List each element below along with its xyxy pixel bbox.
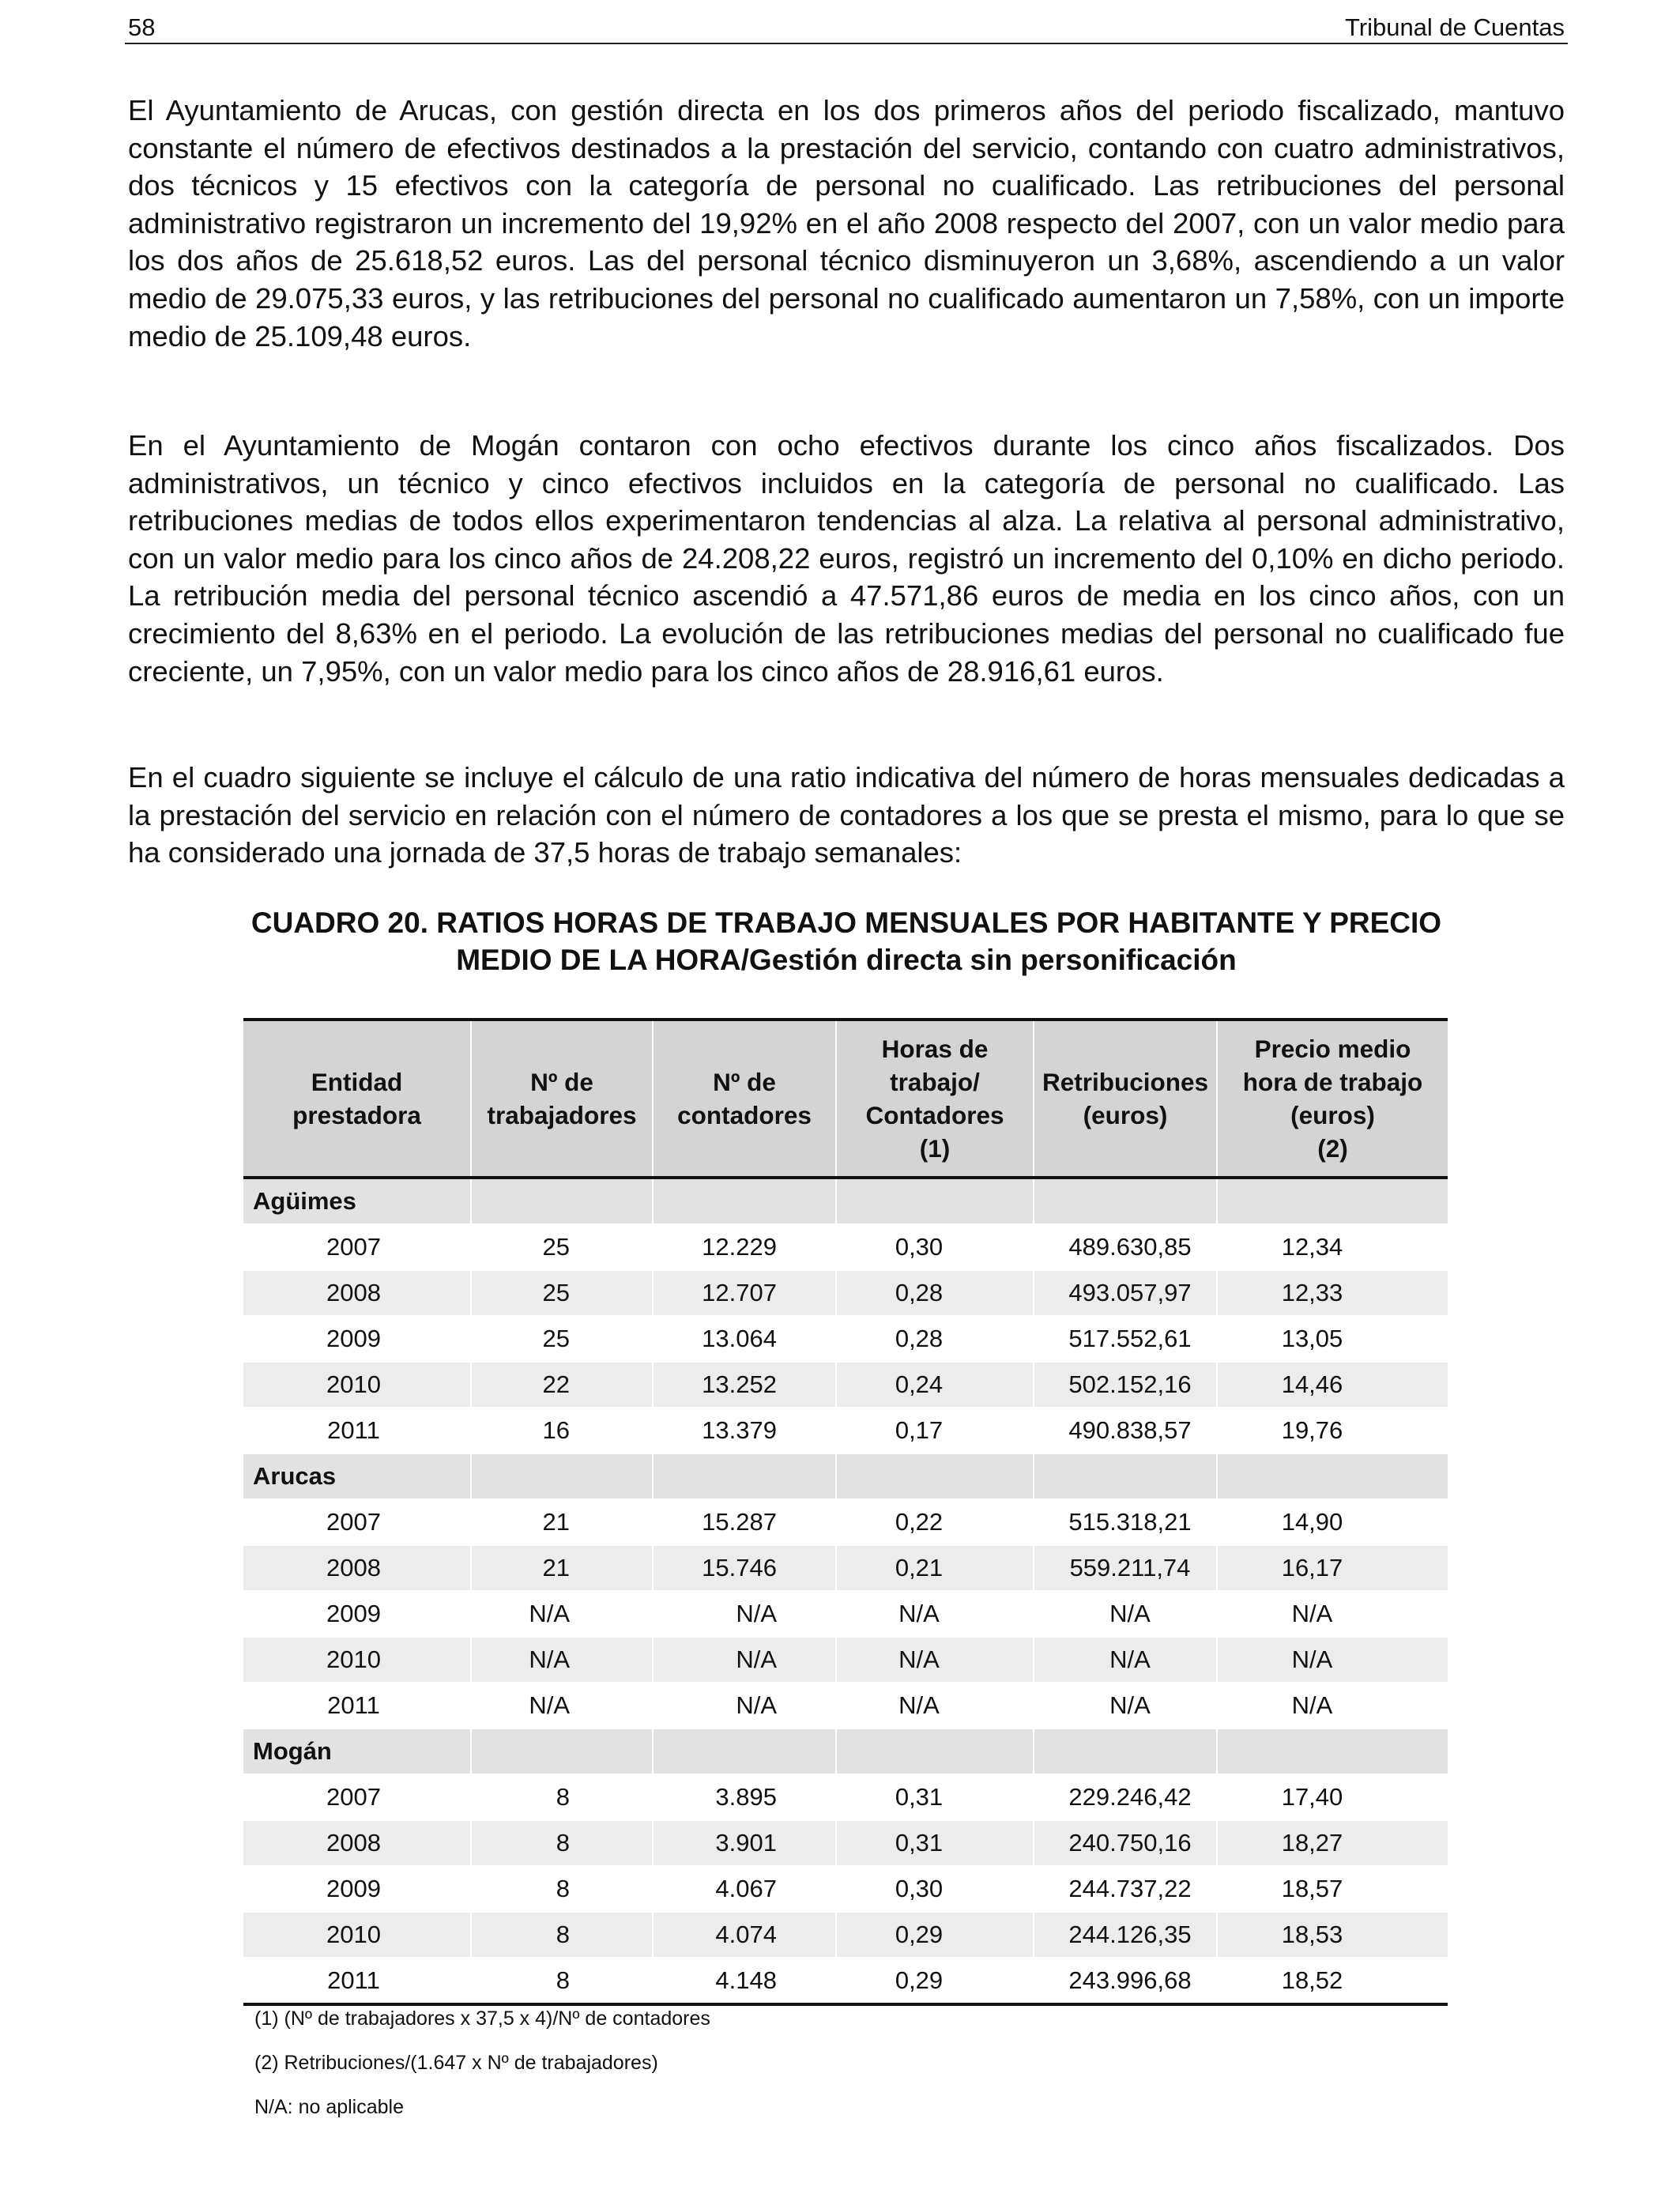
cell-trabajadores: 8 xyxy=(471,1820,653,1866)
cell-year: 2009 xyxy=(243,1866,471,1912)
cell-year: 2011 xyxy=(243,1683,471,1728)
cell-retribuciones: 559.211,74 xyxy=(1034,1545,1217,1591)
cell-horas: 0,28 xyxy=(836,1270,1034,1316)
page-number: 58 xyxy=(128,13,156,41)
cell-retribuciones: 490.838,57 xyxy=(1034,1408,1217,1453)
cell-retribuciones: 502.152,16 xyxy=(1034,1362,1217,1408)
cell-trabajadores: 25 xyxy=(471,1316,653,1362)
group-empty-cell xyxy=(471,1728,653,1774)
cell-retribuciones: 244.126,35 xyxy=(1034,1912,1217,1958)
cell-contadores: N/A xyxy=(653,1637,836,1683)
cell-year: 2009 xyxy=(243,1316,471,1362)
cell-contadores: 12.707 xyxy=(653,1270,836,1316)
table-row xyxy=(243,1774,1448,1820)
group-empty-cell xyxy=(653,1178,836,1224)
cell-year: 2010 xyxy=(243,1912,471,1958)
col-header-trabajadores: Nº de trabajadores xyxy=(471,1020,653,1178)
cell-trabajadores: 8 xyxy=(471,1866,653,1912)
table-row xyxy=(243,1408,1448,1453)
group-empty-cell xyxy=(653,1728,836,1774)
note-2: (2) Retribuciones/(1.647 x Nº de trabajadores) xyxy=(254,2052,658,2074)
cell-horas: N/A xyxy=(836,1591,1034,1637)
cell-precio: 18,57 xyxy=(1217,1866,1448,1912)
group-empty-cell xyxy=(1217,1453,1448,1499)
cell-precio: 18,53 xyxy=(1217,1912,1448,1958)
cell-retribuciones: N/A xyxy=(1034,1637,1217,1683)
cell-year: 2007 xyxy=(243,1499,471,1545)
cell-horas: 0,29 xyxy=(836,1912,1034,1958)
cell-retribuciones: 229.246,42 xyxy=(1034,1774,1217,1820)
cell-horas: 0,31 xyxy=(836,1820,1034,1866)
cell-year: 2008 xyxy=(243,1545,471,1591)
cell-trabajadores: N/A xyxy=(471,1683,653,1728)
cell-trabajadores: 16 xyxy=(471,1408,653,1453)
table-title-line-1: CUADRO 20. RATIOS HORAS DE TRABAJO MENSUALES POR HABITANTE Y PRECIO xyxy=(250,907,1442,939)
group-empty-cell xyxy=(1034,1453,1217,1499)
note-na: N/A: no aplicable xyxy=(254,2096,405,2118)
cell-trabajadores: 22 xyxy=(471,1362,653,1408)
table-row xyxy=(243,1637,1448,1683)
cell-trabajadores: 8 xyxy=(471,1774,653,1820)
cell-contadores: 13.252 xyxy=(653,1362,836,1408)
col-header-contadores: Nº de contadores xyxy=(653,1020,836,1178)
cell-contadores: N/A xyxy=(653,1683,836,1728)
cell-horas: 0,24 xyxy=(836,1362,1034,1408)
cell-retribuciones: N/A xyxy=(1034,1683,1217,1728)
group-row xyxy=(243,1728,1448,1774)
cell-retribuciones: 240.750,16 xyxy=(1034,1820,1217,1866)
cell-horas: 0,31 xyxy=(836,1774,1034,1820)
cell-horas: 0,30 xyxy=(836,1224,1034,1270)
table-row xyxy=(243,1224,1448,1270)
group-row xyxy=(243,1453,1448,1499)
cell-trabajadores: N/A xyxy=(471,1637,653,1683)
group-empty-cell xyxy=(836,1453,1034,1499)
group-empty-cell xyxy=(1034,1728,1217,1774)
table-row xyxy=(243,1912,1448,1958)
col-header-retribuciones: Retribuciones (euros) xyxy=(1034,1020,1217,1178)
group-name: Mogán xyxy=(243,1728,471,1774)
cell-contadores: 12.229 xyxy=(653,1224,836,1270)
cell-year: 2011 xyxy=(243,1408,471,1453)
cell-horas: 0,29 xyxy=(836,1958,1034,2004)
group-empty-cell xyxy=(836,1178,1034,1224)
ratios-table xyxy=(243,1018,1448,2006)
cell-contadores: 15.287 xyxy=(653,1499,836,1545)
running-title: Tribunal de Cuentas xyxy=(1344,13,1565,41)
cell-precio: N/A xyxy=(1217,1683,1448,1728)
cell-precio: 17,40 xyxy=(1217,1774,1448,1820)
table-row xyxy=(243,1958,1448,2004)
cell-horas: 0,28 xyxy=(836,1316,1034,1362)
cell-year: 2010 xyxy=(243,1637,471,1683)
cell-precio: 18,52 xyxy=(1217,1958,1448,2004)
cell-horas: 0,30 xyxy=(836,1866,1034,1912)
cell-retribuciones: 517.552,61 xyxy=(1034,1316,1217,1362)
table-row xyxy=(243,1866,1448,1912)
cell-precio: N/A xyxy=(1217,1591,1448,1637)
cell-contadores: 13.379 xyxy=(653,1408,836,1453)
cell-horas: 0,17 xyxy=(836,1408,1034,1453)
cell-year: 2008 xyxy=(243,1820,471,1866)
cell-horas: N/A xyxy=(836,1637,1034,1683)
cell-year: 2008 xyxy=(243,1270,471,1316)
cell-retribuciones: 244.737,22 xyxy=(1034,1866,1217,1912)
cell-retribuciones: 243.996,68 xyxy=(1034,1958,1217,2004)
paragraph-arucas: El Ayuntamiento de Arucas, con gestión directa en los dos primeros años del periodo fiscalizado, mantuvo constante el número de efectivos destinados a la prestación del servicio, contando con cuatro administrativos, dos técnicos y 15 efectivos con la categoría de personal no cualificado. Las retribuciones del personal administrativo registraron un incremento del 19,92% en el año 2008 respecto del 2007, con un valor medio para los dos años de 25.618,52 euros. Las del personal técnico disminuyeron un 3,68%, ascendiendo a un valor medio de 29.075,33 euros, y las retribuciones del personal no cualificado aumentaron un 7,58%, con un importe medio de 25.109,48 euros. xyxy=(128,94,1565,352)
cell-retribuciones: 515.318,21 xyxy=(1034,1499,1217,1545)
cell-precio: 18,27 xyxy=(1217,1820,1448,1866)
group-empty-cell xyxy=(471,1453,653,1499)
group-empty-cell xyxy=(1217,1178,1448,1224)
cell-contadores: 3.901 xyxy=(653,1820,836,1866)
cell-trabajadores: 8 xyxy=(471,1958,653,2004)
cell-year: 2011 xyxy=(243,1958,471,2004)
cell-contadores: 13.064 xyxy=(653,1316,836,1362)
table-row xyxy=(243,1362,1448,1408)
table-row xyxy=(243,1270,1448,1316)
table-row xyxy=(243,1820,1448,1866)
cell-precio: 12,33 xyxy=(1217,1270,1448,1316)
cell-year: 2007 xyxy=(243,1774,471,1820)
paragraph-ratio-intro: En el cuadro siguiente se incluye el cálculo de una ratio indicativa del número de horas mensuales dedicadas a la prestación del servicio en relación con el número de contadores a los que se presta el mismo, para lo que se ha considerado una jornada de 37,5 horas de trabajo semanales: xyxy=(128,761,1565,869)
cell-contadores: 4.074 xyxy=(653,1912,836,1958)
cell-year: 2007 xyxy=(243,1224,471,1270)
cell-horas: 0,22 xyxy=(836,1499,1034,1545)
cell-precio: 13,05 xyxy=(1217,1316,1448,1362)
cell-horas: N/A xyxy=(836,1683,1034,1728)
cell-precio: 19,76 xyxy=(1217,1408,1448,1453)
group-empty-cell xyxy=(1217,1728,1448,1774)
cell-retribuciones: 489.630,85 xyxy=(1034,1224,1217,1270)
cell-trabajadores: 21 xyxy=(471,1499,653,1545)
cell-contadores: 3.895 xyxy=(653,1774,836,1820)
group-empty-cell xyxy=(653,1453,836,1499)
cell-precio: 14,90 xyxy=(1217,1499,1448,1545)
cell-precio: 12,34 xyxy=(1217,1224,1448,1270)
table-title xyxy=(128,904,1565,978)
cell-horas: 0,21 xyxy=(836,1545,1034,1591)
col-header-horas: Horas de trabajo/ Contadores (1) xyxy=(836,1020,1034,1178)
cell-year: 2009 xyxy=(243,1591,471,1637)
cell-precio: 16,17 xyxy=(1217,1545,1448,1591)
table-title-line-2: MEDIO DE LA HORA/Gestión directa sin personificación xyxy=(456,944,1237,976)
col-header-precio: Precio medio hora de trabajo (euros) (2) xyxy=(1217,1020,1448,1178)
cell-contadores: 15.746 xyxy=(653,1545,836,1591)
cell-trabajadores: 25 xyxy=(471,1224,653,1270)
cell-trabajadores: N/A xyxy=(471,1591,653,1637)
group-empty-cell xyxy=(471,1178,653,1224)
cell-contadores: 4.148 xyxy=(653,1958,836,2004)
cell-trabajadores: 25 xyxy=(471,1270,653,1316)
table-row xyxy=(243,1591,1448,1637)
col-header-entidad: Entidad prestadora xyxy=(243,1020,471,1178)
table-row xyxy=(243,1683,1448,1728)
table-header-row xyxy=(243,1020,1448,1178)
cell-precio: 14,46 xyxy=(1217,1362,1448,1408)
group-empty-cell xyxy=(1034,1178,1217,1224)
group-row xyxy=(243,1178,1448,1224)
group-empty-cell xyxy=(836,1728,1034,1774)
cell-contadores: N/A xyxy=(653,1591,836,1637)
note-1: (1) (Nº de trabajadores x 37,5 x 4)/Nº de contadores xyxy=(254,2007,710,2030)
cell-trabajadores: 21 xyxy=(471,1545,653,1591)
cell-contadores: 4.067 xyxy=(653,1866,836,1912)
table-row xyxy=(243,1316,1448,1362)
cell-trabajadores: 8 xyxy=(471,1912,653,1958)
group-name: Arucas xyxy=(243,1453,471,1499)
cell-retribuciones: 493.057,97 xyxy=(1034,1270,1217,1316)
cell-year: 2010 xyxy=(243,1362,471,1408)
group-name: Agüimes xyxy=(243,1178,471,1224)
table-row xyxy=(243,1499,1448,1545)
cell-precio: N/A xyxy=(1217,1637,1448,1683)
table-body xyxy=(243,1178,1448,2004)
table-row xyxy=(243,1545,1448,1591)
page-header xyxy=(125,6,1568,44)
cell-retribuciones: N/A xyxy=(1034,1591,1217,1637)
paragraph-mogan: En el Ayuntamiento de Mogán contaron con ocho efectivos durante los cinco años fiscalizados. Dos administrativos, un técnico y cinco efectivos incluidos en la categoría de personal no cualificado. Las retribuciones medias de todos ellos experimentaron tendencias al alza. La relativa al personal administrativo, con un valor medio para los cinco años de 24.208,22 euros, registró un incremento del 0,10% en dicho periodo. La retribución media del personal técnico ascendió a 47.571,86 euros de media en los cinco años, con un crecimiento del 8,63% en el periodo. La evolución de las retribuciones medias del personal no cualificado fue creciente, un 7,95%, con un valor medio para los cinco años de 28.916,61 euros. xyxy=(128,429,1565,688)
